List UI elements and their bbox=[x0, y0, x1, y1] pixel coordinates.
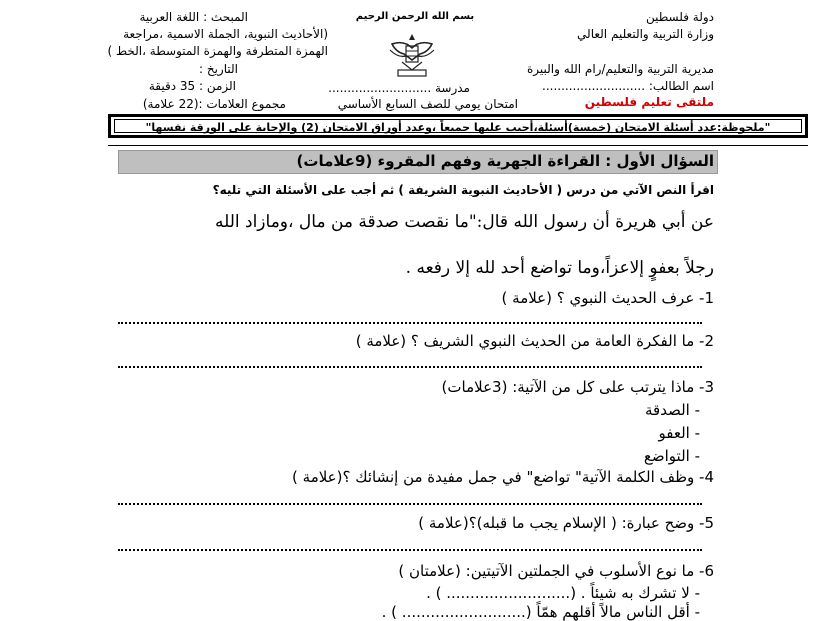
question-3-item: - التواضع bbox=[643, 447, 700, 465]
header-forum: ملتقى تعليم فلسطين bbox=[584, 95, 714, 109]
question-1: 1- عرف الحديث النبوي ؟ (علامة ) bbox=[501, 289, 714, 307]
header-directorate: مديرية التربية والتعليم/رام الله والبيرة bbox=[526, 62, 714, 76]
answer-line bbox=[118, 549, 702, 551]
question-6-a: - لا تشرك به شيئاً . (.......................... ) . bbox=[426, 584, 700, 602]
answer-line bbox=[118, 322, 702, 324]
answer-line bbox=[118, 366, 702, 368]
palestine-emblem-icon bbox=[384, 30, 440, 80]
question-3-item: - العفو bbox=[658, 424, 700, 442]
header-school: مدرسة ........................... bbox=[328, 81, 470, 95]
header-time: الزمن : 35 دقيقة bbox=[148, 79, 236, 93]
question-3: 3- ماذا يترتب على كل من الآتية: (3علامات) bbox=[441, 378, 714, 396]
question-6: 6- ما نوع الأسلوب في الجملتين الآتيتين: (علامتان ) bbox=[398, 562, 714, 580]
header-topics-2: الهمزة المتطرفة والهمزة المتوسطة ،الخط ) bbox=[107, 44, 328, 58]
exam-note: "ملحوظة:عدد أسئلة الامتحان (خمسة)أسئلة،أجيب عليها جميعاً ،وعدد أوراق الامتحان (2) والإجابة على الورقة نفسها" bbox=[114, 119, 802, 133]
header-basmala: بسم الله الرحمن الرحيم bbox=[355, 11, 475, 22]
passage-line-2: رجلاً بعفوٍ إلاعزاً،وما تواضع أحد لله إلا رفعه . bbox=[405, 258, 714, 278]
header-state: دولة فلسطين bbox=[645, 10, 714, 24]
header-subject: المبحث : اللغة العربية bbox=[139, 10, 248, 24]
answer-line bbox=[118, 503, 702, 505]
question-6-b: - أقل الناس مالاً أقلهم همّاً (.......................... ) . bbox=[381, 603, 700, 621]
header-date: التاريخ : bbox=[198, 62, 238, 76]
note-box bbox=[108, 114, 808, 138]
question-4: 4- وظف الكلمة الآتية" تواضع" في جمل مفيدة من إنشائك ؟(علامة ) bbox=[292, 468, 714, 486]
header-total-marks: مجموع العلامات :(22 علامة) bbox=[142, 97, 286, 111]
question-2: 2- ما الفكرة العامة من الحديث النبوي الشريف ؟ (علامة ) bbox=[355, 332, 714, 350]
passage-line-1: عن أبي هريرة أن رسول الله قال:"ما نقصت صدقة من مال ،ومازاد الله bbox=[214, 212, 714, 232]
header-ministry: وزارة التربية والتعليم العالي bbox=[577, 27, 714, 41]
question-3-item: - الصدقة bbox=[644, 401, 700, 419]
section-instruction: اقرأ النص الآتي من درس ( الأحاديث النبوية الشريفة ) ثم أجب على الأسئلة التي تليه؟ bbox=[212, 183, 714, 197]
header-exam-title: امتحان يومي للصف السابع الأساسي bbox=[337, 97, 518, 111]
section-title: السؤال الأول : القراءة الجهرية وفهم المقروء (9علامات) bbox=[296, 152, 714, 170]
header-student-name: اسم الطالب: ........................... bbox=[542, 79, 714, 93]
header-topics-1: (الأحاديث النبوية، الجملة الاسمية ،مراجعة bbox=[123, 27, 328, 41]
question-5: 5- وضح عبارة: ( الإسلام يجب ما قبله)؟(علامة ) bbox=[418, 514, 714, 532]
divider bbox=[108, 145, 808, 146]
